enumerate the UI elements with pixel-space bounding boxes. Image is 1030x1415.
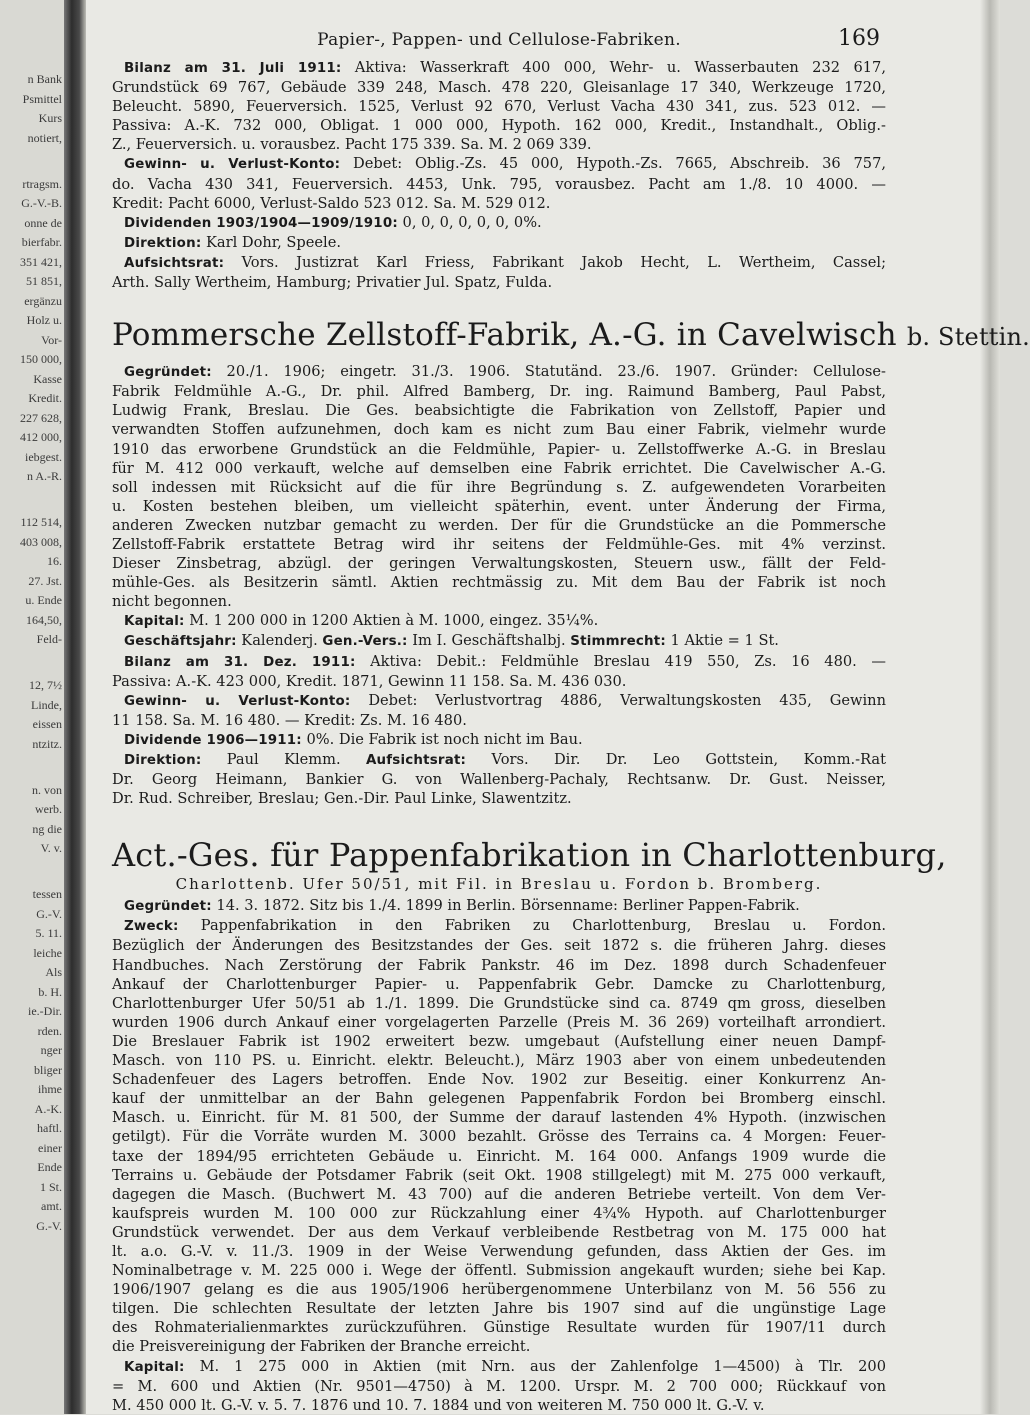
text-line: [112, 956, 886, 975]
text-line: [112, 1299, 886, 1318]
adjacent-page-fragment: notiert,: [27, 130, 62, 145]
page-number: 169: [838, 26, 880, 51]
adjacent-page-fragment: 351 421,: [20, 254, 62, 269]
page-content: [112, 26, 1030, 1415]
field-label: Gen.-Vers.:: [322, 634, 408, 650]
page-edge: [980, 0, 1000, 1414]
text-line: [112, 896, 886, 916]
field-label: Dividende 1906—1911:: [124, 732, 302, 748]
field-text: Aktiva: Wasserkraft 400 000, Wehr- u. Wasserbauten 232 617,: [341, 59, 886, 76]
text-line: [112, 154, 886, 174]
adjacent-page-fragment: 227 628,: [20, 410, 62, 425]
field-text: Die Breslauer Fabrik ist 1902 erweitert bezw. umgebaut (Aufstellung einer neuen Dampf-: [112, 1032, 886, 1050]
adjacent-page-fragment: 164,50,: [26, 612, 62, 627]
field-text: M. 1 275 000 in Aktien (mit Nrn. aus der Zahlenfolge 1—4500) à Tlr. 200: [184, 1357, 886, 1375]
text-line: [112, 652, 886, 672]
field-label: Dividenden 1903/1904—1909/1910:: [124, 215, 398, 231]
adjacent-page-fragment: 412 000,: [20, 430, 62, 444]
text-line: [112, 1147, 886, 1166]
text-line: [112, 1051, 886, 1070]
field-text: Ludwig Frank, Breslau. Die Ges. beabsichtigte die Fabrikation von Zellstoff, Papier und: [112, 402, 886, 420]
adjacent-page-fragment: Ende: [37, 1160, 62, 1174]
adjacent-page-fragment: 12, 7½: [29, 678, 62, 692]
text-line: [112, 440, 886, 459]
field-text: für M. 412 000 verkauft, welche auf demselben eine Fabrik errichtet. Die Cavelwischer A.-G.: [112, 459, 886, 477]
text-line: [112, 1032, 886, 1051]
company-heading-name: Pommersche Zellstoff-Fabrik, A.-G. in Cavelwisch: [112, 317, 897, 354]
field-text: anderen Zwecken nutzbar gemacht zu werden. Der für die Grundstücke an die Pommersche: [112, 516, 886, 534]
adjacent-page-fragment: leiche: [33, 945, 62, 960]
field-text: M. 450 000 lt. G.-V. v. 5. 7. 1876 und 10. 7. 1884 und von weiteren M. 750 000 lt. G.-V. v.: [112, 1396, 765, 1414]
text-line: [112, 1280, 886, 1299]
text-line: [112, 975, 886, 994]
adjacent-page-fragment: bierfabr.: [21, 235, 62, 249]
text-line: [112, 691, 886, 711]
field-text: lt. a.o. G.-V. v. 11./3. 1909 in der Weise Verwendung gefunden, dass Aktien der Ges. im: [112, 1242, 886, 1260]
field-text: Kredit: Pacht 6000, Verlust-Saldo 523 012. Sa. M. 529 012.: [112, 194, 551, 212]
field-text: 11 158. Sa. M. 16 480. — Kredit: Zs. M. 16 480.: [112, 711, 467, 729]
running-head: [112, 26, 886, 58]
adjacent-page-fragment: 5. 11.: [35, 926, 62, 940]
text-line: [112, 1337, 886, 1356]
adjacent-page-fragment: onne de: [24, 215, 62, 230]
adjacent-page-fragment: einer: [38, 1140, 62, 1155]
field-text: kaufspreis wurden M. 100 000 zur Rückzahlung einer 4¾% Hypoth. auf Charlottenburger: [112, 1204, 886, 1222]
field-text: wurden 1906 durch Ankauf einer vorgelagerten Parzelle (Preis M. 36 269) vorteilhaft arrondiert.: [112, 1013, 886, 1031]
text-line: [112, 1318, 886, 1337]
field-text: Passiva: A.-K. 423 000, Kredit. 1871, Gewinn 11 158. Sa. M. 436 030.: [112, 672, 627, 690]
adjacent-page-fragment: ihme: [38, 1082, 62, 1096]
field-text: Passiva: A.-K. 732 000, Obligat. 1 000 000, Hypoth. 162 000, Kredit., Instandhalt., Oblig.-: [112, 117, 886, 135]
adjacent-page-fragment: rden.: [37, 1023, 62, 1038]
text-line: [112, 362, 886, 382]
field-text: des Rohmaterialienmarktes zurückzuführen. Günstige Resultate wurden für 1907/11 durch: [112, 1319, 886, 1337]
field-label: Kapital:: [124, 614, 185, 630]
text-line: [112, 535, 886, 554]
adjacent-page-fragment: Als: [45, 965, 62, 979]
field-text: Fabrik Feldmühle A.-G., Dr. phil. Alfred Bamberg, Dr. ing. Raimund Bamberg, Paul Pabst,: [112, 383, 886, 401]
field-text: Debet: Verlustvortrag 4886, Verwaltungskosten 435, Gewinn: [350, 691, 886, 709]
field-text: Masch. u. Einricht. für M. 81 500, der Summe der darauf lastenden 4% Hypoth. (inzwischen: [112, 1109, 886, 1127]
field-label: Gewinn- u. Verlust-Konto:: [124, 693, 351, 709]
company-heading-pommersche: [112, 316, 1030, 356]
adjacent-page-fragment: ie.-Dir.: [28, 1004, 62, 1018]
field-text: nicht begonnen.: [112, 593, 232, 611]
field-text: mühle-Ges. als Besitzerin sämtl. Aktien rechtmässig zu. Mit dem Bau der Fabrik ist noch: [112, 574, 886, 592]
text-line: [112, 233, 886, 253]
adjacent-page-fragment: 16.: [47, 554, 62, 568]
field-text: Ankauf der Charlottenburger Papier- u. Pappenfabrik Gebr. Damcke zu Charlottenburg,: [112, 975, 886, 993]
field-text: Arth. Sally Wertheim, Hamburg; Privatier Jul. Spatz, Fulda.: [112, 274, 553, 292]
adjacent-page-fragment: werb.: [35, 802, 62, 816]
field-text: Kalenderj.: [236, 632, 323, 650]
field-text: tilgen. Die schlechten Resultate der letzten Jahre bis 1907 sind auf die ungünstige Lage: [112, 1300, 886, 1318]
field-label: Aufsichtsrat:: [365, 753, 467, 768]
adjacent-page-fragment: Kasse: [33, 371, 62, 386]
adjacent-page-fragment: nger: [40, 1043, 62, 1057]
adjacent-page-fragment: bliger: [34, 1062, 62, 1077]
text-line: [112, 994, 886, 1013]
field-label: Kapital:: [124, 1359, 185, 1375]
field-label: Zweck:: [124, 919, 179, 935]
text-line: [112, 116, 886, 135]
field-label: Direktion:: [124, 753, 202, 768]
field-label: Gegründet:: [124, 899, 212, 915]
text-line: [112, 789, 886, 808]
field-text: M. 1 200 000 in 1200 Aktien à M. 1000, eingez. 35¼%.: [184, 612, 599, 630]
text-line: [112, 554, 886, 573]
adjacent-page-fragment: Holz u.: [26, 313, 62, 327]
text-line: [112, 1223, 886, 1242]
adjacent-page-fragment: u. Ende: [25, 593, 62, 607]
field-text: Aktiva: Debit.: Feldmühle Breslau 419 550, Zs. 16 480. —: [355, 652, 886, 670]
field-text: Grundstück verwendet. Der aus dem Verkauf verbleibende Restbetrag von M. 175 000 hat: [112, 1223, 886, 1241]
field-text: Nominalbetrage v. M. 225 000 i. Wege der öffentl. Submission angekauft wurden; siehe bei Kap.: [112, 1262, 886, 1280]
text-line: [112, 420, 886, 439]
text-line: [112, 770, 886, 789]
adjacent-page-fragment: 403 008,: [20, 534, 62, 549]
text-line: [112, 1127, 886, 1146]
text-line: [112, 1089, 886, 1108]
text-line: [112, 516, 886, 535]
text-line: [112, 1261, 886, 1280]
adjacent-page-fragment: b. H.: [38, 984, 62, 999]
text-line: [112, 273, 886, 292]
text-line: [112, 631, 886, 651]
text-line: [112, 730, 886, 750]
field-text: Z., Feuerversich. u. vorausbez. Pacht 175 339. Sa. M. 2 069 339.: [112, 136, 592, 154]
adjacent-page-fragment: Kredit.: [28, 391, 62, 405]
field-label: Direktion:: [124, 235, 202, 251]
text-line: [112, 711, 886, 730]
adjacent-page-fragment: n A.-R.: [26, 469, 62, 483]
adjacent-page-fragment: G.-V.: [36, 906, 62, 921]
text-line: [112, 135, 886, 154]
adjacent-page-fragment: rtragsm.: [22, 176, 62, 191]
adjacent-page-fragment: ergänzu: [24, 293, 62, 308]
text-line: [112, 478, 886, 497]
field-text: getilgt). Für die Vorräte wurden M. 3000 bezahlt. Grösse des Terrains ca. 4 Morgen: Feuer-: [112, 1128, 886, 1146]
book-gutter: [64, 0, 86, 1414]
text-line: [112, 459, 886, 478]
field-text: 1906/1907 gelang es die aus 1905/1906 herübergenommene Unterbilanz von M. 56 556 zu: [112, 1281, 886, 1299]
field-text: Dr. Rud. Schreiber, Breslau; Gen.-Dir. Paul Linke, Slawentzitz.: [112, 790, 572, 808]
field-text: Vors. Justizrat Karl Friess, Fabrikant Jakob Hecht, L. Wertheim, Cassel;: [224, 253, 886, 271]
adjacent-page-fragment: amt.: [41, 1199, 62, 1213]
field-text: Karl Dohr, Speele.: [201, 233, 341, 251]
field-text: 20./1. 1906; eingetr. 31./3. 1906. Statutänd. 23./6. 1907. Gründer: Cellulose-: [211, 363, 886, 381]
field-label: Gegründet:: [124, 365, 212, 381]
field-text: Debet: Oblig.-Zs. 45 000, Hypoth.-Zs. 7665, Abschreib. 36 757,: [340, 155, 886, 173]
field-text: Vors. Dir. Dr. Leo Gottstein, Komm.-Rat: [466, 751, 886, 768]
company-heading-pappenfabrikation: Act.-Ges. für Pappenfabrikation in Charlottenburg,: [112, 836, 947, 875]
field-text: do. Vacha 430 341, Feuerversich. 4453, Unk. 795, vorausbez. Pacht am 1./8. 10 4000. —: [112, 175, 886, 193]
text-line: [112, 1185, 886, 1204]
field-text: 0, 0, 0, 0, 0, 0, 0%.: [397, 213, 542, 231]
field-text: Grundstück 69 767, Gebäude 339 248, Masch. 478 220, Gleisanlage 17 340, Werkzeuge 1720,: [112, 79, 886, 97]
text-line: [112, 213, 886, 233]
adjacent-page-fragment: G.-V.: [36, 1218, 62, 1233]
text-line: [112, 382, 886, 401]
section-pappenfabrikation: [112, 896, 886, 1415]
field-text: Bezüglich der Änderungen des Besitzstandes der Ges. seit 1872 s. die früheren Jahrg. dieses: [112, 937, 886, 955]
text-line: [112, 175, 886, 194]
field-label: Bilanz am 31. Dez. 1911:: [124, 654, 356, 670]
adjacent-page-fragment: Kurs: [38, 111, 62, 125]
company-heading-location: b. Stettin.: [906, 323, 1030, 352]
adjacent-page-fragment: Psmittel: [22, 91, 62, 106]
text-line: [112, 497, 886, 516]
adjacent-page-fragment: ntzitz.: [32, 736, 62, 751]
adjacent-page-fragment: iebgest.: [25, 449, 62, 464]
field-text: 0%. Die Fabrik ist noch nicht im Bau.: [301, 730, 583, 748]
field-text: 1 Aktie = 1 St.: [665, 632, 779, 650]
adjacent-page-fragment: 27. Jst.: [28, 573, 62, 588]
text-line: [112, 672, 886, 691]
text-line: [112, 1108, 886, 1127]
section-previous-company: [112, 58, 886, 292]
text-line: [112, 1357, 886, 1377]
text-line: [112, 97, 886, 116]
text-line: [112, 611, 886, 631]
adjacent-page-fragment: 1 St.: [39, 1179, 62, 1194]
text-line: [112, 1204, 886, 1223]
field-text: Im I. Geschäftshalbj.: [407, 632, 571, 650]
text-line: [112, 916, 886, 936]
text-line: [112, 78, 886, 97]
section-pommersche-zellstoff: [112, 362, 886, 808]
field-text: die Preisvereinigung der Fabriken der Branche erreicht.: [112, 1338, 531, 1356]
field-label: Geschäftsjahr:: [124, 634, 237, 650]
field-text: 1910 das erworbene Grundstück an die Feldmühle, Papier- u. Zellstoffwerke A.-G. in Breslau: [112, 440, 886, 458]
adjacent-page-fragment: G.-V.-B.: [21, 196, 62, 210]
field-label: Bilanz am 31. Juli 1911:: [124, 61, 342, 76]
text-line: [112, 58, 886, 78]
adjacent-page-fragment: Linde,: [31, 697, 62, 712]
field-text: Pappenfabrikation in den Fabriken zu Charlottenburg, Breslau u. Fordon.: [178, 917, 886, 935]
field-text: Schadenfeuer des Lagers betroffen. Ende Nov. 1902 zur Beseitig. einer Konkurrenz An-: [112, 1071, 886, 1089]
field-text: Dieser Zinsbetrag, abzügl. der geringen Verwaltungskosten, Steuern usw., fällt der Feld-: [112, 555, 886, 573]
field-text: dagegen die Masch. (Buchwert M. 43 700) auf die anderen Betriebe verteilt. Von dem Ver-: [112, 1185, 886, 1203]
adjacent-page-fragment: V. v.: [40, 841, 62, 855]
field-text: 14. 3. 1872. Sitz bis 1./4. 1899 in Berlin. Börsenname: Berliner Pappen-Fabrik.: [211, 897, 800, 915]
field-label: Aufsichtsrat:: [124, 255, 225, 271]
field-text: Charlottenburger Ufer 50/51 ab 1./1. 1899. Die Grundstücke sind ca. 8749 qm gross, dieselben: [112, 994, 886, 1012]
adjacent-page-strip: [0, 0, 66, 1414]
field-text: Paul Klemm.: [201, 751, 366, 768]
field-text: soll indessen mit Rücksicht auf die für ihre Begründung s. Z. aufgewendeten Vorarbeiten: [112, 478, 886, 496]
text-line: [112, 1242, 886, 1261]
field-text: verwandten Stoffen aufzunehmen, doch kam es nicht zum Bau einer Fabrik, vielmehr wurde: [112, 421, 886, 439]
field-text: u. Kosten bestehen bleiben, um vielleicht späterhin, event. unter Änderung der Firma,: [112, 497, 886, 515]
company-address: Charlottenb. Ufer 50/51, mit Fil. in Breslau u. Fordon b. Bromberg.: [175, 875, 823, 894]
adjacent-page-fragment: 112 514,: [20, 515, 62, 529]
field-text: = M. 600 und Aktien (Nr. 9501—4750) à M. 1200. Urspr. M. 2 700 000; Rückkauf von: [112, 1377, 886, 1395]
text-line: [112, 936, 886, 955]
field-label: Gewinn- u. Verlust-Konto:: [124, 157, 341, 173]
text-line: [112, 1013, 886, 1032]
adjacent-page-fragment: Vor-: [41, 332, 62, 347]
text-line: [112, 253, 886, 273]
text-line: [112, 573, 886, 592]
adjacent-page-fragment: n. von: [32, 782, 62, 797]
text-line: [112, 1377, 886, 1396]
field-text: kauf der unmittelbar an der Bahn gelegenen Pappenfabrik Fordon bei Bromberg einschl.: [112, 1090, 886, 1108]
adjacent-page-fragment: 150 000,: [20, 352, 62, 366]
field-text: Zellstoff-Fabrik erstattete Betrag wird ihr seitens der Feldmühle-Ges. mit 4% verzinst.: [112, 535, 886, 553]
adjacent-page-fragment: ng die: [32, 821, 62, 836]
field-text: Dr. Georg Heimann, Bankier G. von Wallenberg-Pachaly, Rechtsanw. Dr. Gust. Neisser,: [112, 771, 886, 789]
running-head-title: Papier-, Pappen- und Cellulose-Fabriken.: [317, 30, 681, 50]
field-text: Handbuches. Nach Zerstörung der Fabrik Pankstr. 46 im Dez. 1898 durch Schadenfeuer: [112, 956, 886, 974]
text-line: [112, 1166, 886, 1185]
adjacent-page-fragment: tessen: [32, 887, 62, 901]
adjacent-page-fragment: 51 851,: [26, 274, 62, 288]
field-text: Beleucht. 5890, Feuerversich. 1525, Verlust 92 670, Verlust Vacha 430 341, zus. 523 012. —: [112, 98, 886, 116]
text-line: [112, 401, 886, 420]
field-text: taxe der 1894/95 errichteten Gebäude u. Einricht. M. 164 000. Anfangs 1909 wurde die: [112, 1147, 886, 1165]
field-text: Terrains u. Gebäude der Potsdamer Fabrik (seit Okt. 1908 stillgelegt) mit M. 275 000 verkauft,: [112, 1166, 886, 1184]
field-text: Masch. von 110 PS. u. Einricht. elektr. Beleucht.), März 1903 aber von einem unbedeutenden: [112, 1052, 886, 1070]
text-line: [112, 1396, 886, 1415]
adjacent-page-fragment: haftl.: [37, 1121, 62, 1135]
text-line: [112, 750, 886, 770]
adjacent-page-fragment: A.-K.: [34, 1101, 62, 1116]
field-label: Stimmrecht:: [570, 634, 666, 650]
adjacent-page-fragment: n Bank: [27, 72, 62, 86]
text-line: [112, 592, 886, 611]
adjacent-page-fragment: eissen: [32, 717, 62, 731]
adjacent-page-fragment: Feld-: [36, 632, 62, 646]
text-line: [112, 194, 886, 213]
text-line: [112, 1070, 886, 1089]
